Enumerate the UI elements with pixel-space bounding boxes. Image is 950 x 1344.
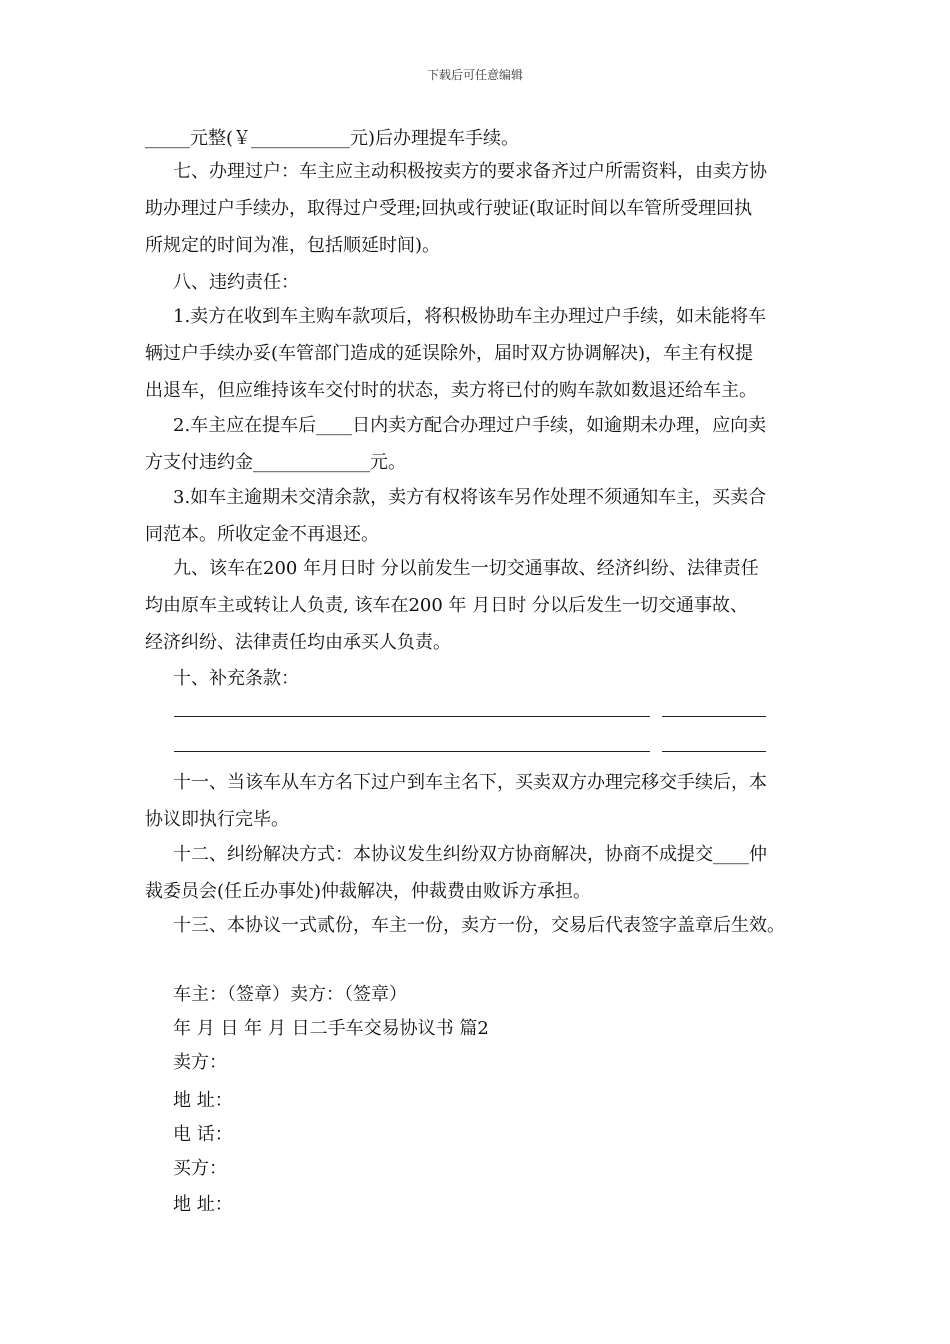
text-line: 十三、本协议一式贰份，车主一份，卖方一份，交易后代表签字盖章后生效。 <box>173 915 785 936</box>
text-line: 十二、纠纷解决方式：本协议发生纠纷双方协商解决，协商不成提交____仲 <box>173 844 767 865</box>
seller-address-label <box>145 1084 820 1118</box>
clause-9-liability <box>145 550 820 661</box>
text-line: 十一、当该车从车方名下过户到车主名下，买卖双方办理完移交手续后，本 <box>173 772 767 793</box>
text-line: 年 月 日 年 月 日二手车交易协议书 篇2 <box>173 1018 489 1039</box>
text-line: 所规定的时间为准，包括顺延时间)。 <box>145 235 441 256</box>
text-line: 均由原车主或转让人负责, 该车在200 年 月日时 分以后发生一切交通事故、 <box>145 595 748 616</box>
text-line: 买方： <box>173 1158 227 1179</box>
text-line: 九、该车在200 年月日时 分以前发生一切交通事故、经济纠纷、法律责任 <box>173 558 759 579</box>
clause-8-item-3 <box>145 479 820 553</box>
text-line: 同范本。所收定金不再退还。 <box>145 524 379 545</box>
blank-fill-line <box>174 751 650 752</box>
text-line: 方支付违约金_____________元。 <box>145 452 406 473</box>
paragraph-payment-tail <box>145 120 820 157</box>
text-line: 八、违约责任： <box>173 272 299 293</box>
clause-11-completion <box>145 764 820 838</box>
date-line <box>145 1012 820 1046</box>
text-line: 电 话： <box>173 1124 233 1145</box>
text-line: 裁委员会(任丘办事处)仲裁解决，仲裁费由败诉方承担。 <box>145 881 592 902</box>
seller-label <box>145 1046 820 1080</box>
text-line: 助办理过户手续办，取得过户受理;回执或行驶证(取证时间以车管所受理回执 <box>145 198 753 219</box>
clause-10-heading <box>145 660 820 697</box>
clause-7-transfer <box>145 153 820 264</box>
clause-12-dispute <box>145 836 820 910</box>
clause-8-item-2 <box>145 407 820 481</box>
blank-fill-line <box>662 751 766 752</box>
text-line: 车主：（签章）卖方：（签章） <box>173 984 407 1005</box>
text-line: 协议即执行完毕。 <box>145 809 289 830</box>
seller-phone-label <box>145 1118 820 1152</box>
text-line: 地 址： <box>173 1194 233 1215</box>
text-line: 卖方： <box>173 1052 227 1073</box>
text-line: 出退车，但应维持该车交付时的状态，卖方将已付的购车款如数退还给车主。 <box>145 380 757 401</box>
blank-fill-line <box>662 716 766 717</box>
buyer-label <box>145 1152 820 1186</box>
text-line: 辆过户手续办妥(车管部门造成的延误除外，届时双方协调解决)，车主有权提 <box>145 343 754 364</box>
page-header: 下载后可任意编辑 <box>426 68 523 82</box>
buyer-address-label <box>145 1188 820 1222</box>
clause-8-heading <box>145 264 820 301</box>
text-line: 十、补充条款： <box>173 668 299 689</box>
text-line: 经济纠纷、法律责任均由承买人负责。 <box>145 632 451 653</box>
text-line: 1.卖方在收到车主购车款项后，将积极协助车主办理过户手续，如未能将车 <box>173 306 767 327</box>
text-line: _____元整(￥___________元)后办理提车手续。 <box>145 128 520 149</box>
clause-13-copies <box>145 907 820 944</box>
blank-fill-line <box>174 716 650 717</box>
text-line: 3.如车主逾期未交清余款，卖方有权将该车另作处理不须通知车主，买卖合 <box>173 487 767 508</box>
text-line: 地 址： <box>173 1090 233 1111</box>
text-line: 2.车主应在提车后____日内卖方配合办理过户手续，如逾期未办理，应向卖 <box>173 415 767 436</box>
text-line: 七、办理过户：车主应主动积极按卖方的要求备齐过户所需资料，由卖方协 <box>173 161 767 182</box>
clause-8-item-1 <box>145 298 820 409</box>
signature-line <box>145 978 820 1012</box>
